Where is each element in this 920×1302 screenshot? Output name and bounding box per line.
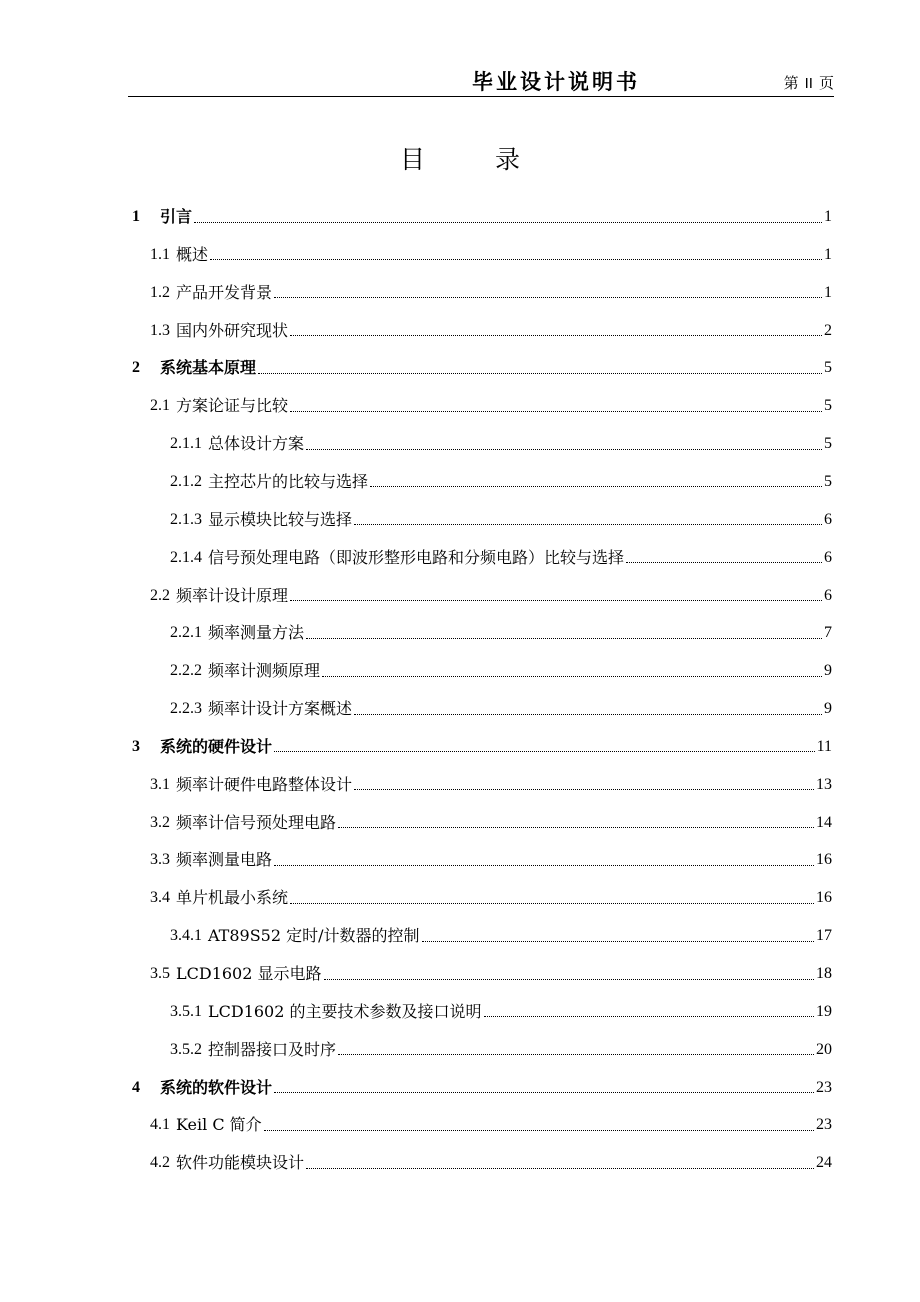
toc-entry-title: 主控芯片的比较与选择 [208, 471, 369, 491]
toc-entry[interactable] [170, 993, 832, 1031]
toc-entry-number: 1 [132, 208, 140, 225]
toc-entry-title: 产品开发背景 [176, 282, 273, 302]
toc-entry[interactable] [132, 1069, 832, 1107]
toc-entry-page: 5 [824, 397, 832, 415]
header-page-label [784, 72, 834, 93]
toc-leader-dots [626, 562, 822, 563]
toc-entry-title: 频率测量电路 [176, 850, 273, 870]
toc-entry-number: 4.2 [150, 1154, 170, 1172]
toc-entry[interactable] [150, 274, 832, 312]
toc-entry[interactable] [170, 917, 832, 955]
toc-entry-title: 概述 [176, 244, 209, 264]
toc-entry[interactable] [150, 955, 832, 993]
toc-entry-title: 方案论证与比较 [176, 396, 289, 416]
toc-leader-dots [354, 524, 822, 525]
toc-entry-number: 3.4.1 [170, 927, 202, 945]
toc-entry-page: 16 [816, 851, 832, 869]
toc-entry-page: 16 [816, 889, 832, 907]
header-title: 毕业设计说明书 [472, 70, 640, 94]
toc-entry-page: 14 [816, 813, 832, 831]
toc-entry-number: 3 [132, 737, 140, 755]
toc-entry-page: 5 [824, 359, 832, 377]
toc-leader-dots [210, 259, 822, 260]
toc-entry-number: 3.1 [150, 775, 170, 793]
toc-leader-dots [306, 1168, 814, 1169]
toc-entry-title: 控制器接口及时序 [208, 1039, 337, 1059]
toc-entry-number: 2.1.3 [170, 510, 202, 528]
toc-leader-dots [484, 1016, 814, 1017]
toc-entry-number: 3.2 [150, 813, 170, 831]
toc-entry[interactable] [170, 614, 832, 652]
toc-entry-title: Keil C 简介 [176, 1115, 262, 1135]
toc-leader-dots [338, 1054, 814, 1055]
toc-entry-number: 3.4 [150, 889, 170, 907]
toc-leader-dots [338, 827, 814, 828]
toc-entry[interactable] [170, 463, 832, 501]
toc-leader-dots [264, 1130, 814, 1131]
toc-entry-number: 2.1.4 [170, 548, 202, 566]
toc-entry-page: 20 [816, 1040, 832, 1058]
toc-entry-title: 总体设计方案 [208, 434, 305, 454]
toc-entry-number: 2 [132, 359, 140, 377]
toc-entry[interactable] [132, 349, 832, 387]
toc-entry-page: 9 [824, 700, 832, 718]
toc-entry-title: 信号预处理电路（即波形整形电路和分频电路）比较与选择 [208, 547, 625, 567]
toc-entry-page: 1 [824, 245, 832, 263]
toc-entry-number: 4 [132, 1078, 140, 1096]
toc-entry-page: 23 [816, 1116, 832, 1134]
toc-leader-dots [194, 222, 822, 223]
toc-entry-page: 6 [824, 510, 832, 528]
toc-entry-page: 17 [816, 927, 832, 945]
toc-entry[interactable] [170, 652, 832, 690]
toc-entry-number: 2.1 [150, 397, 170, 415]
page-suffix: 页 [818, 76, 834, 92]
toc-leader-dots [322, 676, 822, 677]
toc-entry[interactable] [150, 577, 832, 615]
toc-entry-page: 24 [816, 1154, 832, 1172]
toc-entry-title: 频率计测频原理 [208, 661, 321, 681]
page-number: II [804, 75, 813, 92]
toc-leader-dots [354, 789, 814, 790]
toc-entry-page: 13 [816, 775, 832, 793]
toc-entry-number: 2.1.1 [170, 435, 202, 453]
toc-entry-page: 5 [824, 472, 832, 490]
toc-heading-char-2: 录 [495, 145, 521, 174]
toc-entry-number: 1.1 [150, 245, 170, 263]
toc-entry-title: 单片机最小系统 [176, 888, 289, 908]
toc-entry[interactable] [150, 387, 832, 425]
toc-entry[interactable] [132, 728, 832, 766]
toc-entry[interactable] [150, 766, 832, 804]
page-header [128, 62, 834, 97]
toc-entry-title: LCD1602 显示电路 [176, 964, 322, 983]
toc-leader-dots [306, 638, 822, 639]
toc-leader-dots [324, 979, 814, 980]
toc-leader-dots [306, 449, 822, 450]
toc-entry[interactable] [150, 804, 832, 842]
toc-entry-title: 频率计设计方案概述 [208, 699, 353, 719]
toc-entry-page: 1 [824, 283, 832, 301]
toc-entry-page: 18 [816, 965, 832, 982]
toc-entry-number: 4.1 [150, 1116, 170, 1134]
toc-entry[interactable] [170, 1031, 832, 1069]
toc-entry[interactable] [150, 841, 832, 879]
toc-entry-title: 国内外研究现状 [176, 320, 289, 340]
toc-entry-title: 软件功能模块设计 [176, 1153, 305, 1173]
toc-entry-number: 2.2.2 [170, 662, 202, 680]
toc-heading-char-1: 目 [399, 145, 425, 174]
toc-leader-dots [290, 335, 822, 336]
toc-entry-number: 2.1.2 [170, 472, 202, 490]
toc-entry[interactable] [150, 1144, 832, 1182]
toc-leader-dots [274, 1092, 814, 1093]
toc-leader-dots [290, 411, 822, 412]
toc-entry[interactable] [150, 879, 832, 917]
toc-entry-page: 19 [816, 1002, 832, 1020]
toc-entry[interactable] [150, 1106, 832, 1144]
toc-entry[interactable] [170, 539, 832, 577]
toc-leader-dots [290, 600, 822, 601]
toc-entry-title: 系统的软件设计 [160, 1077, 273, 1097]
toc-entry-number: 3.3 [150, 851, 170, 869]
toc-entry-title: AT89S52 定时/计数器的控制 [208, 926, 420, 946]
toc-leader-dots [258, 373, 822, 374]
toc-entry-number: 2.2 [150, 586, 170, 604]
toc-entry-page: 6 [824, 586, 832, 604]
toc-entry[interactable] [150, 312, 832, 350]
toc-entry-title: 频率测量方法 [208, 623, 305, 643]
page-prefix: 第 [783, 76, 799, 92]
toc-entry[interactable] [150, 236, 832, 274]
toc-leader-dots [370, 486, 822, 487]
toc-leader-dots [354, 714, 822, 715]
toc-entry-page: 11 [816, 737, 832, 755]
toc-entry-page: 9 [824, 662, 832, 680]
toc-entry-title: 系统的硬件设计 [160, 736, 273, 756]
toc-entry-number: 1.2 [150, 283, 170, 301]
toc-leader-dots [274, 865, 814, 866]
toc-entry-title: 频率计设计原理 [176, 585, 289, 605]
toc-entry-number: 3.5 [150, 965, 170, 982]
toc-entry-page: 7 [824, 624, 832, 642]
toc-entry[interactable] [132, 198, 832, 236]
toc-entry-title: 频率计硬件电路整体设计 [176, 774, 353, 794]
toc-entry-page: 23 [816, 1078, 832, 1096]
toc-leader-dots [422, 941, 814, 942]
toc-entry[interactable] [170, 501, 832, 539]
toc-entry-number: 2.2.3 [170, 700, 202, 718]
toc-leader-dots [274, 297, 822, 298]
toc-entry[interactable] [170, 690, 832, 728]
toc-entry-number: 2.2.1 [170, 624, 202, 642]
toc-entry-title: 系统基本原理 [160, 358, 257, 378]
toc-entry-page: 1 [824, 208, 832, 225]
toc-entry-number: 3.5.1 [170, 1002, 202, 1020]
toc-leader-dots [274, 751, 815, 752]
toc-entry-page: 6 [824, 548, 832, 566]
toc-entry-number: 1.3 [150, 321, 170, 339]
toc-entry-number: 3.5.2 [170, 1040, 202, 1058]
toc-entry[interactable] [170, 425, 832, 463]
toc-entry-page: 5 [824, 435, 832, 453]
toc-heading [0, 140, 920, 176]
toc-leader-dots [290, 903, 814, 904]
toc-entry-page: 2 [824, 321, 832, 339]
toc-entry-title: 显示模块比较与选择 [208, 509, 353, 529]
toc-entry-title: 引言 [160, 207, 193, 226]
toc-entry-title: LCD1602 的主要技术参数及接口说明 [208, 1001, 482, 1021]
toc-entry-title: 频率计信号预处理电路 [176, 812, 337, 832]
